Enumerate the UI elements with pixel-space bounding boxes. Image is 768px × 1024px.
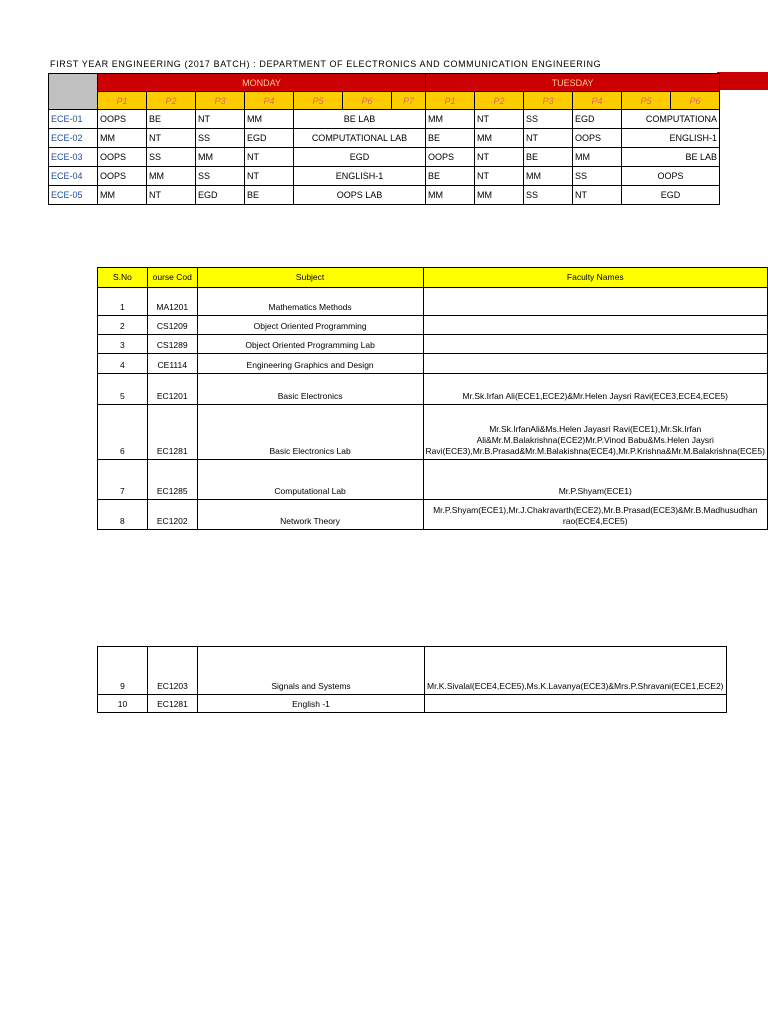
faculty-cell: Mr.K.Sivalal(ECE4,ECE5),Ms.K.Lavanya(ECE3)&Mrs.P.Shravani(ECE1,ECE2)	[425, 647, 727, 695]
subject-table	[97, 267, 768, 530]
period-header: P1	[98, 92, 147, 110]
header-course-code: ourse Cod	[147, 268, 197, 288]
sno-cell: 9	[98, 647, 148, 695]
lab-cell: EGD	[294, 148, 426, 167]
period-cell: NT	[147, 186, 196, 205]
period-cell: SS	[524, 110, 573, 129]
code-cell: EC1285	[147, 460, 197, 500]
timetable-row	[49, 148, 720, 167]
faculty-cell	[423, 316, 768, 335]
lab-cell: COMPUTATIONAL LAB	[294, 129, 426, 148]
code-cell: CE1114	[147, 354, 197, 374]
header-overflow-bar	[717, 72, 768, 90]
faculty-cell: Mr.P.Shyam(ECE1)	[423, 460, 768, 500]
corner-cell	[49, 74, 98, 110]
timetable	[48, 73, 720, 205]
period-cell: EGD	[573, 110, 622, 129]
faculty-cell	[423, 335, 768, 354]
period-cell: SS	[524, 186, 573, 205]
period-cell: EGD	[245, 129, 294, 148]
period-cell: NT	[147, 129, 196, 148]
period-cell: MM	[245, 110, 294, 129]
subject-table-header	[98, 268, 768, 288]
period-cell: NT	[475, 148, 524, 167]
period-cell: MM	[196, 148, 245, 167]
header-faculty: Faculty Names	[423, 268, 768, 288]
subject-cell: Object Oriented Programming	[197, 316, 423, 335]
timetable-row	[49, 129, 720, 148]
table-row	[98, 695, 727, 713]
table-row	[98, 288, 768, 316]
period-cell: SS	[147, 148, 196, 167]
faculty-cell: Mr.Sk.Irfan Ali(ECE1,ECE2)&Mr.Helen Jaysri Ravi(ECE3,ECE4,ECE5)	[423, 374, 768, 405]
section-label: ECE-01	[49, 110, 98, 129]
sno-cell: 3	[98, 335, 148, 354]
table-row	[98, 405, 768, 460]
period-header: P2	[475, 92, 524, 110]
code-cell: EC1203	[148, 647, 198, 695]
period-cell: OOPS	[98, 167, 147, 186]
period-cell: SS	[573, 167, 622, 186]
period-cell: MM	[475, 186, 524, 205]
faculty-cell	[425, 695, 727, 713]
period-cell: MM	[426, 186, 475, 205]
day-header-monday: MONDAY	[98, 74, 426, 92]
period-header: P3	[524, 92, 573, 110]
period-cell: SS	[196, 129, 245, 148]
sno-cell: 10	[98, 695, 148, 713]
faculty-cell	[423, 354, 768, 374]
sno-cell: 5	[98, 374, 148, 405]
faculty-cell: Mr.P.Shyam(ECE1),Mr.J.Chakravarth(ECE2),Mr.B.Prasad(ECE3)&Mr.B.Madhusudhan rao(ECE4,ECE5)	[423, 500, 768, 530]
period-cell: NT	[196, 110, 245, 129]
sno-cell: 2	[98, 316, 148, 335]
section-label: ECE-03	[49, 148, 98, 167]
code-cell: EC1281	[147, 405, 197, 460]
period-cell: NT	[245, 148, 294, 167]
timetable-row	[49, 110, 720, 129]
header-sno: S.No	[98, 268, 148, 288]
lab-cell: OOPS LAB	[294, 186, 426, 205]
day-header-tuesday: TUESDAY	[426, 74, 720, 92]
period-cell: BE	[147, 110, 196, 129]
faculty-cell	[423, 288, 768, 316]
period-cell: BE	[426, 129, 475, 148]
period-header: P5	[622, 92, 671, 110]
subject-cell: Basic Electronics	[197, 374, 423, 405]
code-cell: EC1201	[147, 374, 197, 405]
period-cell: OOPS	[98, 148, 147, 167]
table-row	[98, 354, 768, 374]
lab-cell: BE LAB	[294, 110, 426, 129]
table-row	[98, 374, 768, 405]
table-row	[98, 335, 768, 354]
period-cell: OOPS	[573, 129, 622, 148]
period-cell: SS	[196, 167, 245, 186]
section-label: ECE-04	[49, 167, 98, 186]
section-label: ECE-02	[49, 129, 98, 148]
period-header: P6	[343, 92, 392, 110]
period-cell: MM	[426, 110, 475, 129]
timetable-row	[49, 167, 720, 186]
period-cell: NT	[245, 167, 294, 186]
period-header: P3	[196, 92, 245, 110]
period-cell: MM	[475, 129, 524, 148]
period-cell: NT	[524, 129, 573, 148]
lab-cell: COMPUTATIONA	[622, 110, 720, 129]
period-cell: MM	[98, 129, 147, 148]
subject-cell: Basic Electronics Lab	[197, 405, 423, 460]
period-cell: MM	[147, 167, 196, 186]
code-cell: CS1209	[147, 316, 197, 335]
period-header: P2	[147, 92, 196, 110]
period-header: P4	[245, 92, 294, 110]
sno-cell: 7	[98, 460, 148, 500]
table-row	[98, 460, 768, 500]
period-cell: OOPS	[426, 148, 475, 167]
code-cell: EC1281	[148, 695, 198, 713]
period-header: P4	[573, 92, 622, 110]
period-cell: NT	[573, 186, 622, 205]
period-header: P5	[294, 92, 343, 110]
table-row	[98, 647, 727, 695]
lab-cell: OOPS	[622, 167, 720, 186]
subject-cell: Network Theory	[197, 500, 423, 530]
lab-cell: EGD	[622, 186, 720, 205]
table-row	[98, 316, 768, 335]
lab-cell: BE LAB	[622, 148, 720, 167]
period-cell: NT	[475, 167, 524, 186]
subject-cell: Mathematics Methods	[197, 288, 423, 316]
page-title: FIRST YEAR ENGINEERING (2017 BATCH) : DEPARTMENT OF ELECTRONICS AND COMMUNICATION ENGINEERING	[50, 59, 602, 69]
subject-cell: Signals and Systems	[198, 647, 425, 695]
timetable-row	[49, 186, 720, 205]
lab-cell: ENGLISH-1	[622, 129, 720, 148]
period-header: P1	[426, 92, 475, 110]
period-header: P7	[392, 92, 426, 110]
period-cell: BE	[426, 167, 475, 186]
sno-cell: 6	[98, 405, 148, 460]
period-cell: BE	[524, 148, 573, 167]
header-subject: Subject	[197, 268, 423, 288]
period-cell: EGD	[196, 186, 245, 205]
lab-cell: ENGLISH-1	[294, 167, 426, 186]
subject-cell: English -1	[198, 695, 425, 713]
subject-cell: Engineering Graphics and Design	[197, 354, 423, 374]
sno-cell: 8	[98, 500, 148, 530]
section-label: ECE-05	[49, 186, 98, 205]
period-cell: MM	[98, 186, 147, 205]
period-header: P6	[671, 92, 720, 110]
period-cell: NT	[475, 110, 524, 129]
period-cell: OOPS	[98, 110, 147, 129]
code-cell: EC1202	[147, 500, 197, 530]
sno-cell: 1	[98, 288, 148, 316]
period-cell: BE	[245, 186, 294, 205]
code-cell: CS1289	[147, 335, 197, 354]
sno-cell: 4	[98, 354, 148, 374]
period-cell: MM	[524, 167, 573, 186]
faculty-cell: Mr.Sk.IrfanAli&Ms.Helen Jayasri Ravi(ECE1),Mr.Sk.Irfan Ali&Mr.M.Balakrishna(ECE2)Mr.P.Vinod Babu&Ms.Helen Jaysri Ravi(ECE3),Mr.B.Prasad&Mr.M.Balakishna(ECE4),Mr.P.Krishna&Mr.M.Balakrishna(ECE5)	[423, 405, 768, 460]
subject-table-continued	[97, 646, 727, 713]
table-row	[98, 500, 768, 530]
subject-cell: Computational Lab	[197, 460, 423, 500]
subject-cell: Object Oriented Programming Lab	[197, 335, 423, 354]
code-cell: MA1201	[147, 288, 197, 316]
period-cell: MM	[573, 148, 622, 167]
